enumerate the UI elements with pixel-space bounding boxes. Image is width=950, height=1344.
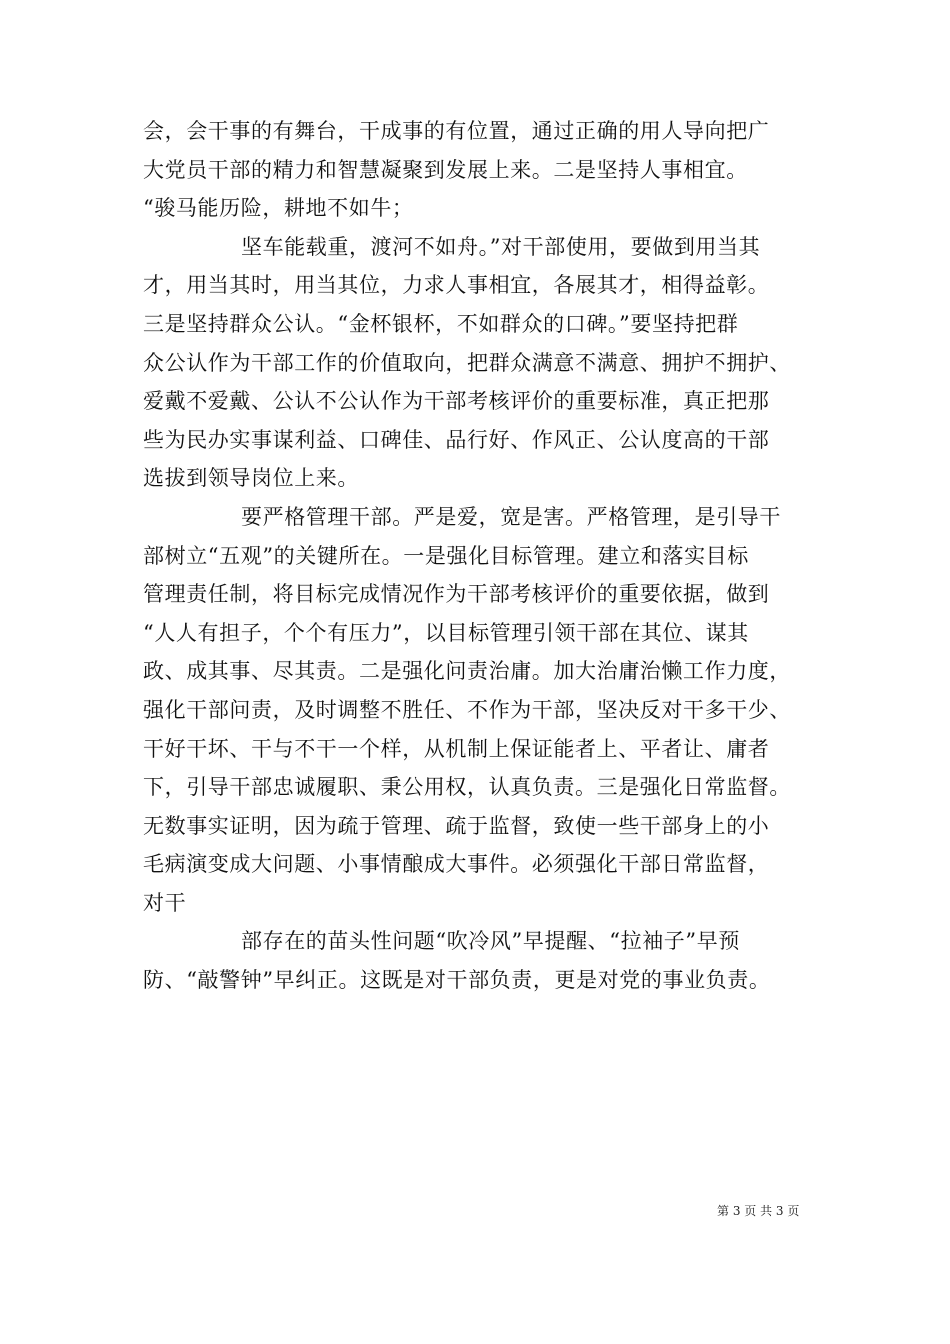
text-line: 会，会干事的有舞台，干成事的有位置，通过正确的用人导向把广 — [143, 119, 770, 143]
text-line: 些为民办实事谋利益、口碑佳、品行好、作风正、公认度高的干部 — [143, 427, 770, 452]
text-line: 毛病演变成大问题、小事情酿成大事件。必须强化干部日常监督， — [143, 852, 770, 877]
text-line: 部树立“五观”的关键所在。一是强化目标管理。建立和落实目标 — [143, 543, 749, 568]
text-line: 大党员干部的精力和智慧凝聚到发展上来。二是坚持人事相宜。 — [143, 157, 748, 182]
text-line: 干好干坏、干与不干一个样，从机制上保证能者上、平者让、庸者 — [143, 736, 770, 761]
text-line: 众公认作为干部工作的价值取向，把群众满意不满意、拥护不拥护、 — [143, 350, 791, 375]
text-line: 三是坚持群众公认。“金杯银杯，不如群众的口碑。”要坚持把群 — [143, 311, 739, 336]
text-line: 强化干部问责，及时调整不胜任、不作为干部，坚决反对干多干少、 — [143, 697, 791, 722]
text-line: 要严格管理干部。严是爱，宽是害。严格管理，是引导干 — [241, 504, 781, 529]
text-line: 对干 — [143, 890, 187, 915]
text-line: 选拔到领导岗位上来。 — [143, 466, 359, 491]
text-line: 政、成其事、尽其责。二是强化问责治庸。加大治庸治懒工作力度， — [143, 659, 791, 684]
page-number-footer: 第 3 页 共 3 页 — [717, 1204, 800, 1218]
text-line: 管理责任制，将目标完成情况作为干部考核评价的重要依据，做到 — [143, 582, 770, 607]
text-line: “人人有担子，个个有压力”，以目标管理引领干部在其位、谋其 — [143, 620, 749, 645]
text-line: 下，引导干部忠诚履职、秉公用权，认真负责。三是强化日常监督。 — [143, 775, 791, 800]
text-line: “骏马能历险，耕地不如牛； — [143, 196, 414, 221]
text-line: 坚车能载重，渡河不如舟。”对干部使用，要做到用当其 — [241, 234, 761, 259]
body-text — [143, 112, 823, 1000]
text-line: 无数事实证明，因为疏于管理、疏于监督，致使一些干部身上的小 — [143, 813, 770, 838]
text-line: 爱戴不爱戴、公认不公认作为干部考核评价的重要标准，真正把那 — [143, 389, 770, 414]
text-line: 才，用当其时，用当其位，力求人事相宜，各展其才，相得益彰。 — [143, 273, 770, 298]
text-line: 防、“敲警钟”早纠正。这既是对干部负责，更是对党的事业负责。 — [143, 968, 771, 993]
text-line: 部存在的苗头性问题“吹冷风”早提醒、“拉袖子”早预 — [241, 929, 740, 954]
